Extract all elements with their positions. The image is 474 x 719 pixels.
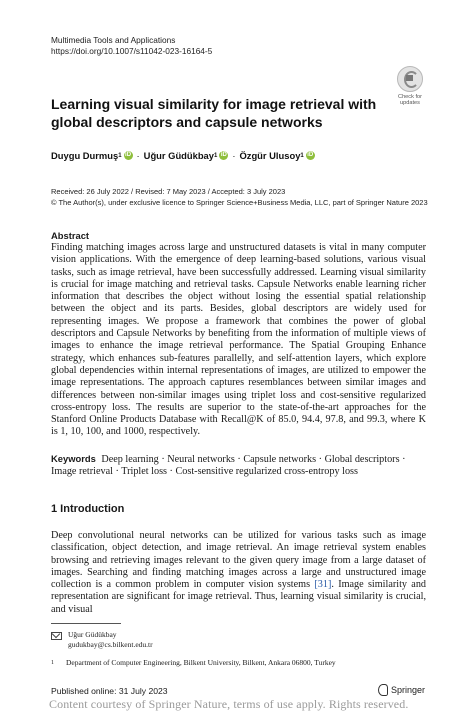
author-name[interactable]: Özgür Ulusoy bbox=[239, 150, 301, 161]
copyright-notice: © The Author(s), under exclusive licence to Springer Science+Business Media, LLC, part of Springer Nature 2023 bbox=[51, 197, 428, 207]
check-updates-label: Check for updates bbox=[398, 94, 422, 107]
author-list: Duygu Durmuş 1 iD · Uğur Güdükbay 1 iD · Özgür Ulusoy 1 iD bbox=[51, 150, 314, 161]
affiliation-footnote bbox=[51, 658, 336, 668]
abstract-heading: Abstract bbox=[51, 230, 90, 241]
corresponding-author-name: Uğur Güdükbay bbox=[68, 630, 117, 639]
author-name[interactable]: Uğur Güdükbay bbox=[143, 150, 214, 161]
publication-dates bbox=[51, 187, 428, 208]
publisher-logo[interactable] bbox=[378, 684, 425, 696]
affiliation-number: 1 bbox=[51, 660, 54, 666]
doi-link[interactable]: https://doi.org/10.1007/s11042-023-16164-5 bbox=[51, 46, 213, 56]
corresponding-author-email[interactable]: gudukbay@cs.bilkent.edu.tr bbox=[68, 640, 153, 650]
envelope-icon bbox=[51, 632, 62, 640]
publisher-name: Springer bbox=[391, 685, 426, 695]
check-updates-icon bbox=[397, 66, 423, 92]
orcid-icon[interactable]: iD bbox=[220, 152, 227, 158]
author-separator: · bbox=[136, 150, 140, 161]
keywords-label: Keywords bbox=[51, 453, 96, 464]
citation-link[interactable]: [31] bbox=[314, 579, 332, 591]
check-for-updates-badge[interactable] bbox=[395, 66, 425, 107]
published-online-date: Published online: 31 July 2023 bbox=[51, 686, 168, 696]
journal-header bbox=[51, 35, 212, 57]
abstract-text: Finding matching images across large and unstructured datasets is vital in many computer vision applications. With the emergence of deep learning-based solutions, various visual tasks, such as image retrieval, have been successfully addressed. Learning visual similarity is crucial for image matching and retrieval tasks. Capsule Networks enable learning richer information that describes the object without losing the essential spatial relationship between the object and its parts. Besides, global descriptors are widely used for representing images. We propose a framework that combines the power of global descriptors and Capsule Networks by benefiting from the information of multiple views of images to enhance the image retrieval performance. The Spatial Grouping Enhance strategy, which enhances sub-features parallelly, and self-attention layers, which explore global dependencies within internal representations of images, are utilized to empower the image representations. The approach captures resemblances between similar images and differences between non-similar images using triplet loss and cost-sensitive regularized cross-entropy loss. The results are superior to the state-of-the-art approaches for the Stanford Online Products Database with Recall@K of 85.0, 94.4, 97.8, and 99.3, where K is 1, 10, 100, and 1000, respectively. bbox=[51, 242, 426, 438]
springer-horse-icon bbox=[378, 684, 388, 696]
affiliation-text: Department of Computer Engineering, Bilkent University, Bilkent, Ankara 06800, Turkey bbox=[66, 658, 336, 667]
author-name[interactable]: Duygu Durmuş bbox=[51, 150, 119, 161]
keywords bbox=[51, 453, 426, 479]
orcid-icon[interactable]: iD bbox=[125, 152, 132, 158]
orcid-icon[interactable]: iD bbox=[307, 152, 314, 158]
corresponding-author bbox=[51, 630, 153, 650]
footnote-divider bbox=[51, 623, 121, 624]
journal-name: Multimedia Tools and Applications bbox=[51, 35, 176, 45]
author-separator: · bbox=[232, 150, 236, 161]
received-revised-accepted: Received: 26 July 2022 / Revised: 7 May 2023 / Accepted: 3 July 2023 bbox=[51, 187, 286, 196]
keywords-list: Deep learning · Neural networks · Capsule networks · Global descriptors · Image retrieval · Triplet loss · Cost-sensitive regularized cross-entropy loss bbox=[51, 454, 406, 478]
courtesy-watermark: Content courtesy of Springer Nature, terms of use apply. Rights reserved. bbox=[49, 697, 409, 711]
introduction-text: Deep convolutional neural networks can be utilized for various tasks such as image classification, object detection, and image retrieval. An image retrieval system enables browsing and retrieving images relevant to the given query image from a large dataset of images. Searching and finding matching images across a large and unstructured image collection is a common problem in computer vision systems [31]. Image similarity and representation are significant for image retrieval. Thus, learning visual similarity is crucial, and visual bbox=[51, 530, 427, 615]
section-heading-introduction: 1 Introduction bbox=[51, 503, 125, 515]
paper-title: Learning visual similarity for image retrieval with global descriptors and capsule networks bbox=[51, 96, 377, 130]
